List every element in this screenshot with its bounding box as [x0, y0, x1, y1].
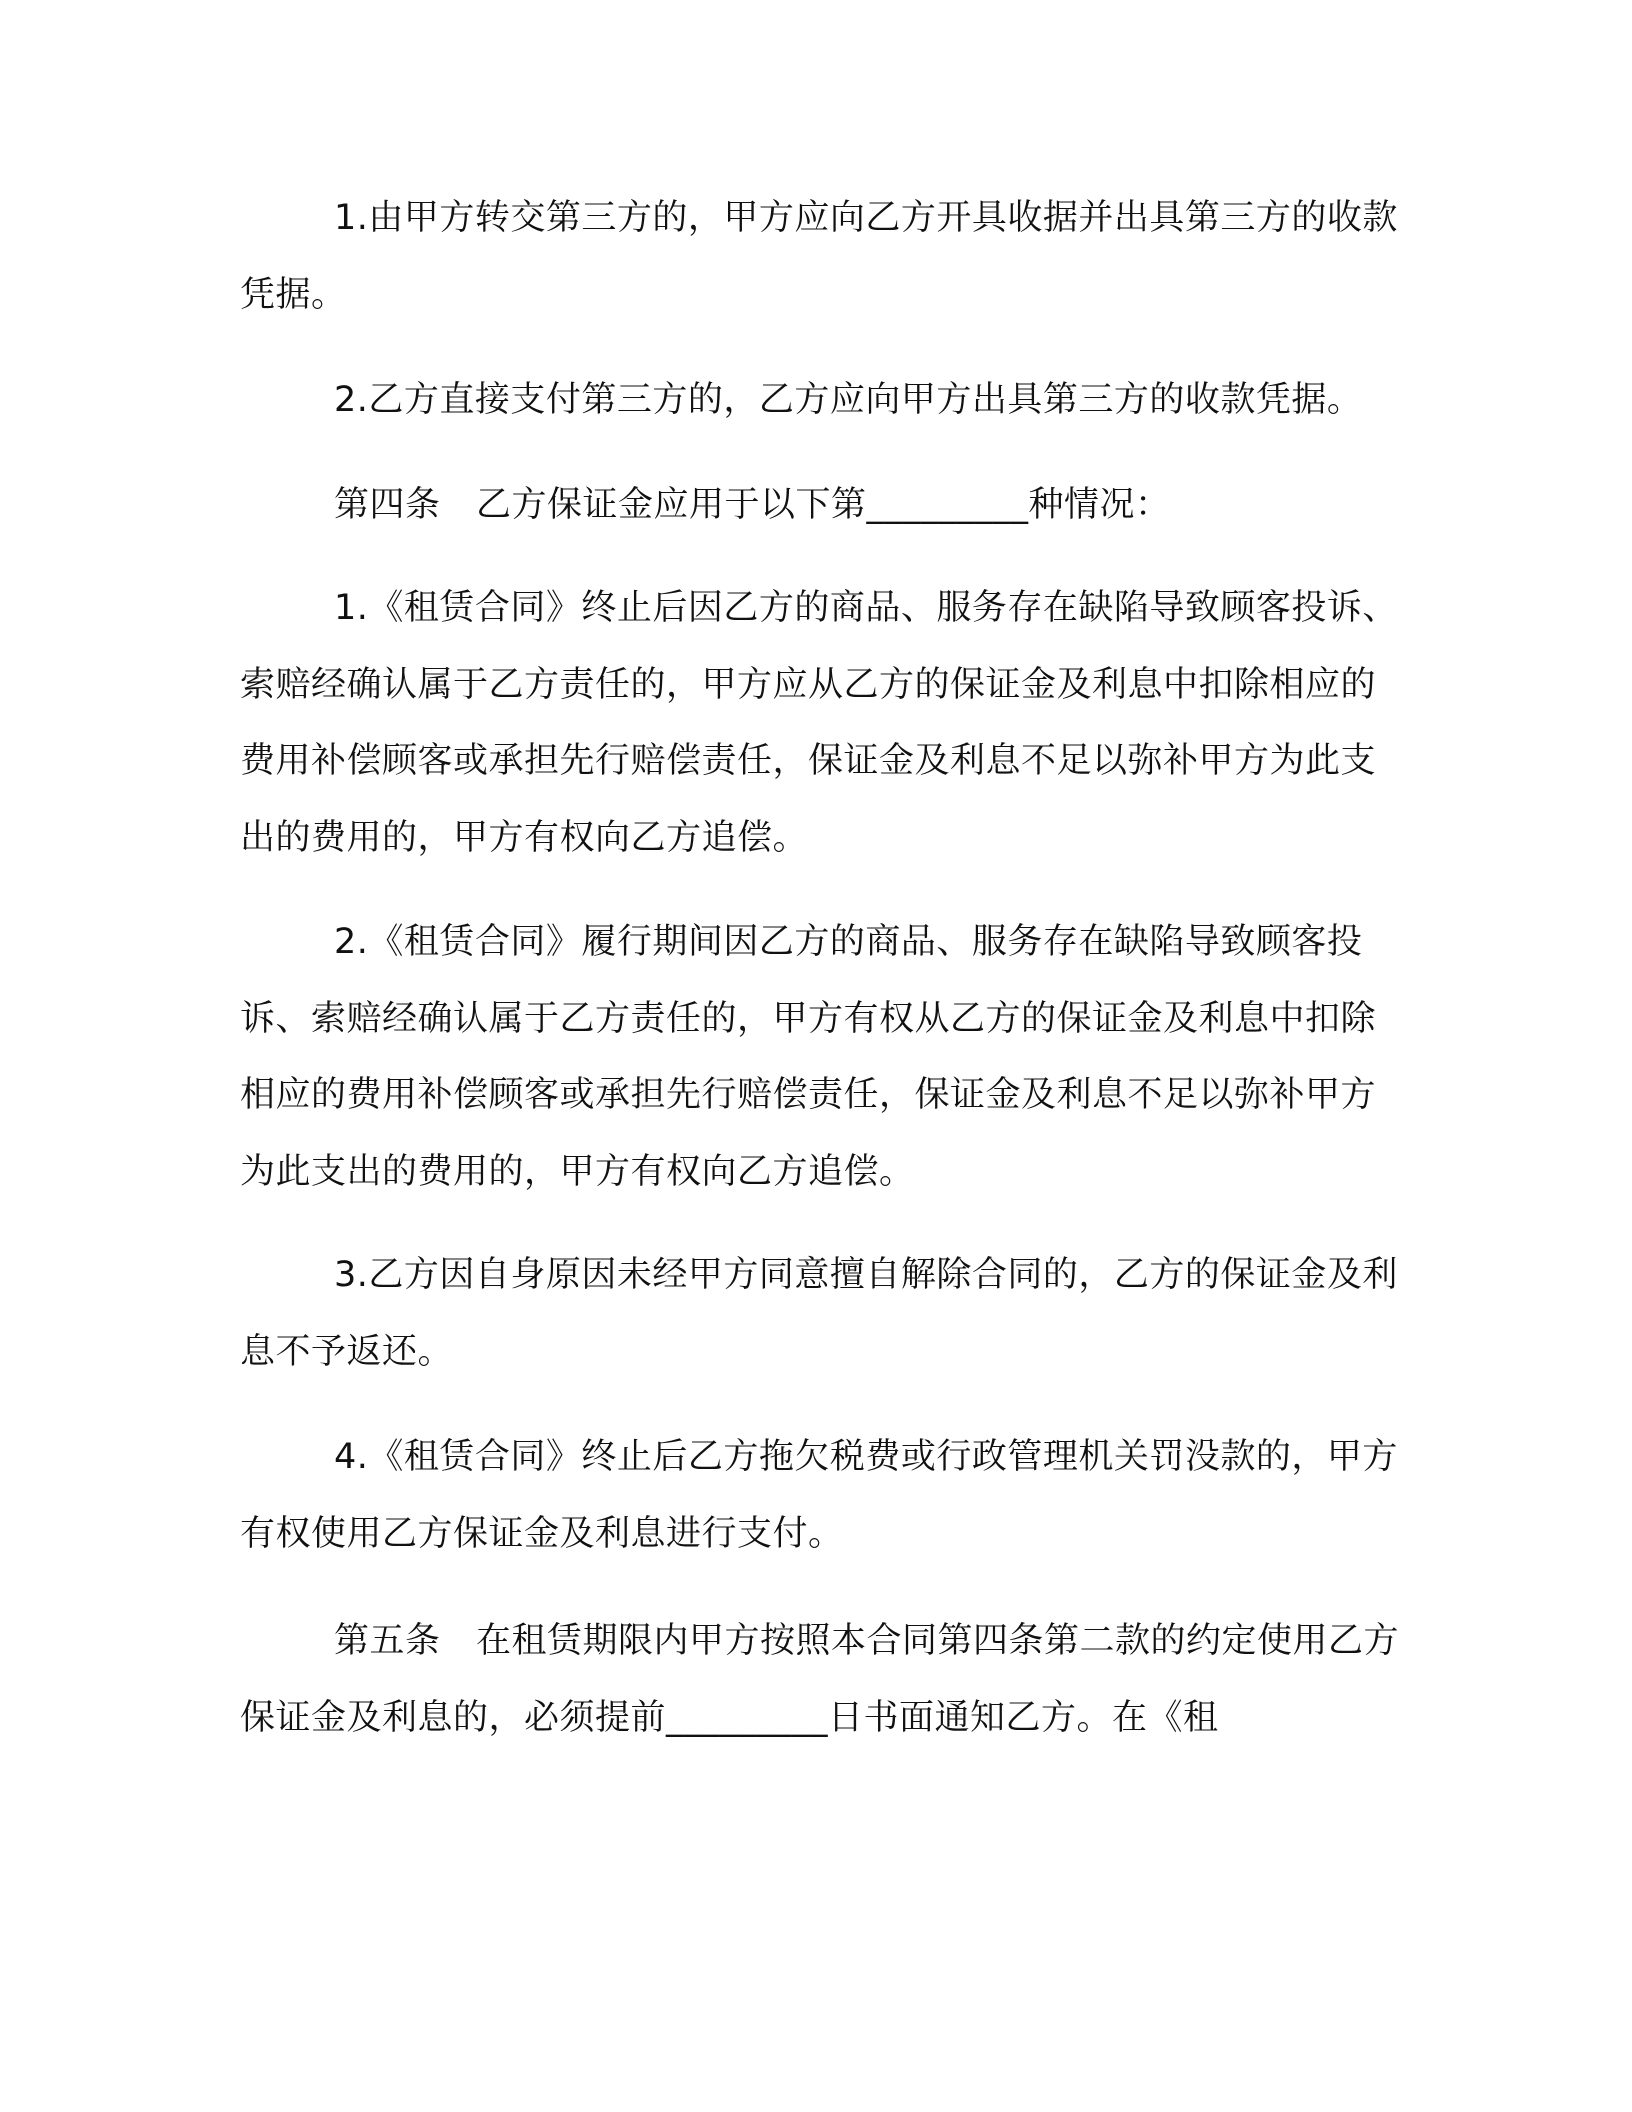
article-four-item-1: 1.《租赁合同》终止后因乙方的商品、服务存在缺陷导致顾客投诉、索赔经确认属于乙方责任的，甲方应从乙方的保证金及利息中扣除相应的费用补偿顾客或承担先行赔偿责任，保证金及利息不足以弥补甲方为此支出的费用的，甲方有权向乙方追偿。 — [240, 588, 1398, 858]
paragraph-direct-payment: 2.乙方直接支付第三方的，乙方应向甲方出具第三方的收款凭据。 — [334, 380, 1363, 420]
article-four-item-2: 2.《租赁合同》履行期间因乙方的商品、服务存在缺陷导致顾客投诉、索赔经确认属于乙方责任的，甲方有权从乙方的保证金及利息中扣除相应的费用补偿顾客或承担先行赔偿责任，保证金及利息不足以弥补甲方为此支出的费用的，甲方有权向乙方追偿。 — [240, 922, 1377, 1192]
paragraph-third-party-transfer: 1.由甲方转交第三方的，甲方应向乙方开具收据并出具第三方的收款凭据。 — [240, 198, 1398, 315]
article-four-heading: 第四条 乙方保证金应用于以下第_________种情况： — [334, 485, 1171, 525]
article-four-item-3: 3.乙方因自身原因未经甲方同意擅自解除合同的，乙方的保证金及利息不予返还。 — [240, 1255, 1398, 1372]
article-five-text: 第五条 在租赁期限内甲方按照本合同第四条第二款的约定使用乙方保证金及利息的，必须提前_________日书面通知乙方。在《租 — [240, 1621, 1400, 1738]
article-four-item-4: 4.《租赁合同》终止后乙方拖欠税费或行政管理机关罚没款的，甲方有权使用乙方保证金及利息进行支付。 — [240, 1437, 1398, 1554]
